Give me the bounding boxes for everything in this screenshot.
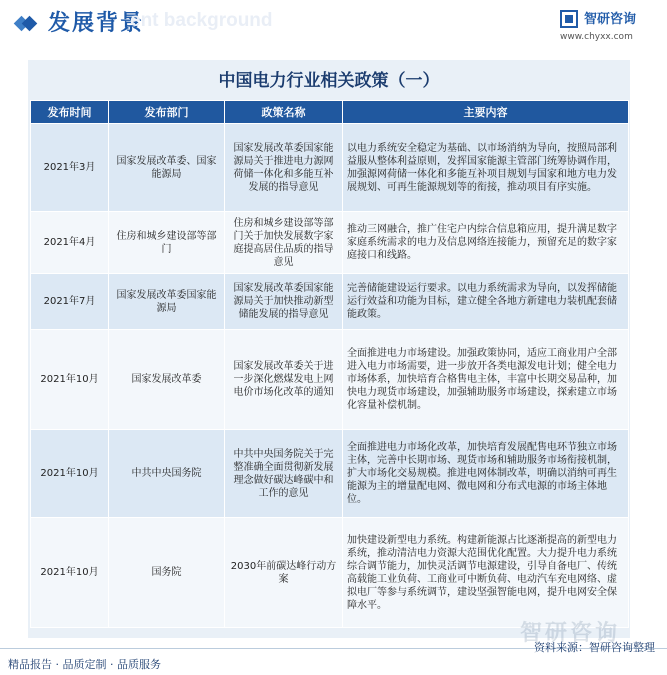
cell-dept: 国家发展改革委 <box>109 330 225 430</box>
cell-date: 2021年7月 <box>31 274 109 330</box>
cell-policy: 2030年前碳达峰行动方案 <box>225 518 343 628</box>
cell-content: 全面推进电力市场化改革，加快培育发展配售电环节独立市场主体，完善中长期市场、现货市场和辅助服务市场衔接机制，扩大市场化交易规模。推进电网体制改革，明确以消纳可再生能源为主的增量配电网、微电网和分布式电源的市场主体地位。 <box>343 430 629 518</box>
cell-content: 完善储能建设运行要求。以电力系统需求为导向，以发挥储能运行效益和功能为目标，建立健全各地方新建电力装机配套储能政策。 <box>343 274 629 330</box>
section-title: 发展背景 <box>48 11 145 36</box>
column-header-policy: 政策名称 <box>225 101 343 124</box>
cell-dept: 国家发展改革委国家能源局 <box>109 274 225 330</box>
cell-policy: 国家发展改革委关于进一步深化燃煤发电上网电价市场化改革的通知 <box>225 330 343 430</box>
cell-policy: 国家发展改革委国家能源局关于推进电力源网荷储一体化和多能互补发展的指导意见 <box>225 124 343 212</box>
brand-watermark: 智研咨询 <box>520 621 621 646</box>
cell-content: 加快建设新型电力系统。构建新能源占比逐渐提高的新型电力系统，推动清洁电力资源大范围优化配置。大力提升电力系统综合调节能力，加快灵活调节电源建设，引导自备电厂、传统高载能工业负荷、工商业可中断负荷、电动汽车充电网络、虚拟电厂等参与系统调节，建设坚强智能电网，提升电网安全保障水平。 <box>343 518 629 628</box>
diamond-icon <box>16 13 38 35</box>
cell-date: 2021年10月 <box>31 430 109 518</box>
cell-date: 2021年4月 <box>31 212 109 274</box>
cell-date: 2021年3月 <box>31 124 109 212</box>
cell-dept: 国家发展改革委、国家能源局 <box>109 124 225 212</box>
table-title: 中国电力行业相关政策（一） <box>218 71 440 91</box>
page-header <box>0 0 667 46</box>
table-row <box>31 212 629 274</box>
column-header-dept: 发布部门 <box>109 101 225 124</box>
cell-policy: 住房和城乡建设部等部门关于加快发展数字家庭提高居住品质的指导意见 <box>225 212 343 274</box>
table-row <box>31 430 629 518</box>
section-watermark: ent background <box>130 10 273 31</box>
logo-url: www.chyxx.com <box>560 32 633 42</box>
cell-dept: 住房和城乡建设部等部门 <box>109 212 225 274</box>
column-header-date: 发布时间 <box>31 101 109 124</box>
table-row <box>31 330 629 430</box>
cell-policy: 中共中央国务院关于完整准确全面贯彻新发展理念做好碳达峰碳中和工作的意见 <box>225 430 343 518</box>
page-footer <box>0 641 667 675</box>
table-row <box>31 518 629 628</box>
logo-name: 智研咨询 <box>584 12 637 27</box>
cell-content: 全面推进电力市场建设。加强政策协同，适应工商业用户全部进入电力市场需要，进一步放开各类电源发电计划；健全电力市场体系，加快培育合格售电主体，丰富中长期交易品种，加快电力现货市场建设，加强辅助服务市场建设，探索建立市场化容量补偿机制。 <box>343 330 629 430</box>
source-note: 资料来源：智研咨询整理 <box>534 641 655 654</box>
footer-tagline: 精品报告 · 品质定制 · 品质服务 <box>8 658 161 671</box>
table-row <box>31 124 629 212</box>
cell-date: 2021年10月 <box>31 518 109 628</box>
policy-panel <box>28 60 630 638</box>
table-row <box>31 274 629 330</box>
cell-date: 2021年10月 <box>31 330 109 430</box>
cell-content: 以电力系统安全稳定为基础、以市场消纳为导向，按照局部利益服从整体利益原则，发挥国家能源主管部门统筹协调作用，加强源网荷储一体化和多能互补项目规划与国家和地方电力发展规划、可再生能源规划等的衔接，推动项目有序实施。 <box>343 124 629 212</box>
cell-content: 推动三网融合，推广住宅户内综合信息箱应用，提升满足数字家庭系统需求的电力及信息网络连接能力，预留充足的数字家庭接口和线路。 <box>343 212 629 274</box>
cell-policy: 国家发展改革委国家能源局关于加快推动新型储能发展的指导意见 <box>225 274 343 330</box>
cell-dept: 中共中央国务院 <box>109 430 225 518</box>
logo-icon <box>560 10 578 28</box>
cell-dept: 国务院 <box>109 518 225 628</box>
column-header-content: 主要内容 <box>343 101 629 124</box>
policy-table <box>30 100 629 628</box>
table-header-row <box>31 101 629 124</box>
